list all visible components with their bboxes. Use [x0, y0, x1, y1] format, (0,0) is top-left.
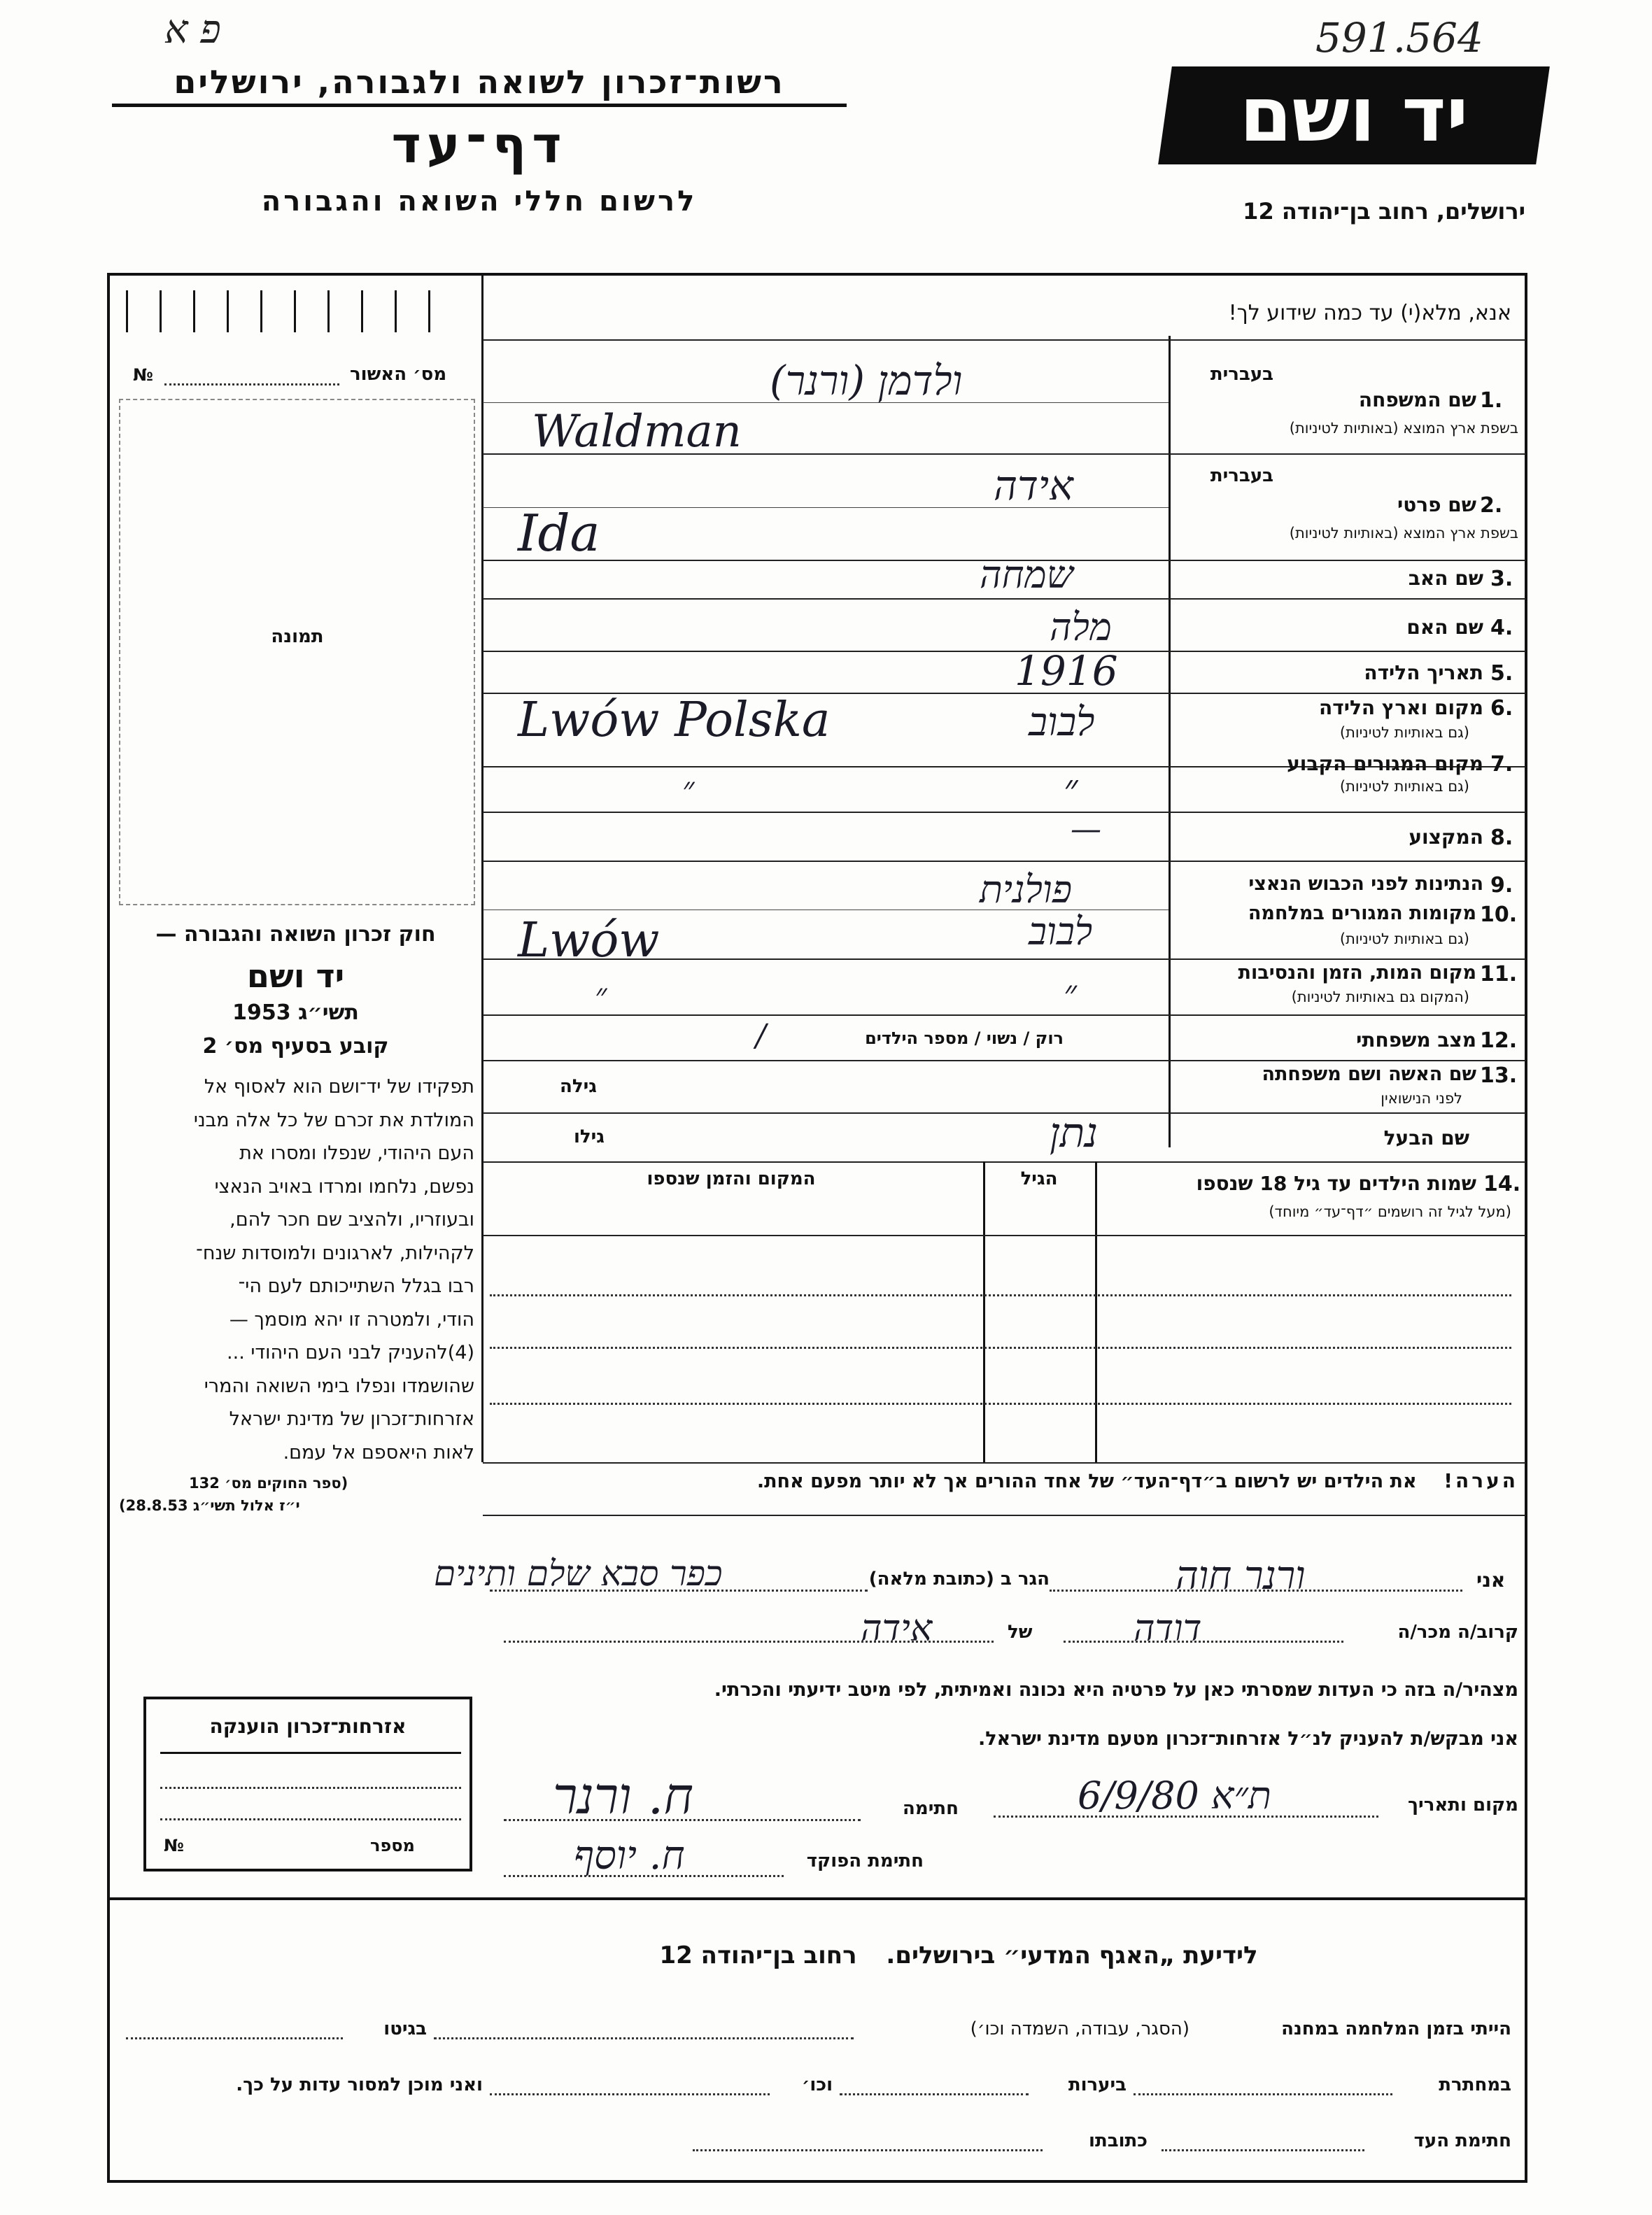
family-name-hebrew: (ורנר) ולדמן — [770, 357, 963, 404]
birth-place-latin: Lwów Polska — [518, 693, 831, 748]
place-date-label: מקום ותאריך — [1408, 1795, 1518, 1816]
law-text: תפקידו של יד־ושם הוא לאסוף אל המולדת את זכרם של כל אלה מבני העם היהודי, שנפלו ומסרו את נפשם, נלחמו ומרדו באויב הנאצי ובעוזריו, ולהציב שם חכר להם, לקהילות, לארגונים ולמוסדות שנח־ רבו בגלל השתייכותם לעם הי־ הודי, ולמטרה זו יהא מוסמך — (4)להעניק לבני העם היהודי ... שהושמדו ונפלו בימי השואה והמרי אזרחות־זכרון של מדינת ישראל לאות היאספם אל עמם. — [193, 1076, 474, 1464]
children-title: שמות הילדים עד גיל 18 שנספו — [1196, 1172, 1476, 1195]
field-wife-name-label: שם האשה ושם משפחתה — [1262, 1063, 1476, 1085]
field-marital-status-label: מצב משפחתי — [1356, 1028, 1476, 1052]
photo-label: תמונה — [271, 626, 324, 647]
first-name-latin: Ida — [518, 504, 600, 562]
children-note: (מעל לגיל זה רושמים ״דף־עד״ מיוחד) — [1269, 1203, 1511, 1220]
residence-latin: ״ — [682, 770, 695, 807]
place-date-value: ת״א 6/9/80 — [1078, 1774, 1271, 1818]
signature-label: חתימה — [903, 1798, 959, 1819]
relation-label: קרוב/ה מכר/ה — [1397, 1622, 1518, 1643]
form-intro: אנא, מלא(י) עד כמה שידוע לך! — [1228, 301, 1511, 325]
age-label-male: גילו — [574, 1126, 605, 1147]
death-place-latin: ״ — [595, 976, 607, 1014]
children-age-column: הגיל — [1020, 1168, 1058, 1189]
field-occupation-label: המקצוע — [1409, 826, 1483, 849]
page-title: דף־עד — [391, 115, 567, 174]
declarant-name: ורנר חוה — [1176, 1553, 1306, 1599]
field-death-place-label: מקום המות, הזמן והנסיבות — [1238, 962, 1476, 984]
law-name: יד ושם — [246, 957, 345, 995]
law-year: תשי״ג 1953 — [232, 1000, 359, 1025]
officer-signature-label: חתימת הפוקד — [806, 1850, 924, 1871]
declarant-ani-label: אני — [1476, 1569, 1506, 1592]
field-family-name-label: שם המשפחה — [1358, 388, 1476, 411]
of-label: של — [1008, 1622, 1033, 1643]
declaration-text: מצהיר/ה בזה כי העדות שמסרתי כאן על פרטיה היא נכונה ואמיתית, לפי מיטב ידיעתי והכרתי. — [714, 1679, 1518, 1701]
age-label-female: גילה — [560, 1076, 597, 1097]
declarant-address: כפר סבא שלם ותינים — [434, 1553, 723, 1594]
approval-number-label: מס׳ האשור — [350, 364, 447, 385]
page-subtitle: לרשום חללי השואה והגבורה — [261, 185, 698, 218]
birth-date-value: 1916 — [1015, 647, 1118, 695]
officer-signature: ח. יוסף — [574, 1833, 685, 1878]
law-reference-1: (ספר החוקים מס׳ 132 — [189, 1475, 348, 1492]
remark-row: הערה! את הילדים יש לרשום ב״דף־העד״ של אחד ההורים אך לא יותר מפעם אחת. — [756, 1469, 1518, 1492]
law-title: חוק זכרון השואה והגבורה — — [155, 922, 436, 947]
approval-stub — [112, 276, 479, 360]
no-sign: № — [133, 365, 153, 385]
registration-number: 591.564 — [1315, 14, 1483, 62]
field-mother-name-label: שם האם — [1406, 616, 1483, 639]
citizenship-value: פולנית — [980, 868, 1073, 912]
law-reference-2: י״ז אלול תשי״ג 28.8.53) — [119, 1497, 300, 1514]
footer-title-row: לידיעת „האגף המדעי״ בירושלים. רחוב בן־יהודה 12 — [659, 1941, 1258, 1969]
of-name-value: אידה — [861, 1608, 933, 1650]
occupation-value: — — [1071, 812, 1101, 847]
declarant-signature: ח. ורנר — [553, 1767, 693, 1825]
photo-box — [119, 399, 475, 905]
field-first-name-label: שם פרטי — [1397, 493, 1476, 516]
law-section: קובע בסעיף מס׳ 2 — [202, 1034, 389, 1059]
field-father-name-label: שם האב — [1408, 567, 1483, 590]
birth-place-hebrew: לבוב — [1029, 700, 1095, 745]
field-wartime-residence-label: מקומות המגורים במלחמה — [1248, 903, 1476, 924]
field-birth-place-label: מקום וארץ הלידה — [1319, 696, 1483, 719]
field-residence-label: מקום המגורים הקבוע — [1287, 752, 1483, 775]
husband-name-value: נתן — [1050, 1109, 1099, 1156]
children-place-column: המקום והזמן שנספו — [647, 1168, 816, 1189]
father-name-value: שמחה — [980, 553, 1073, 597]
mother-name-value: מלה — [1050, 605, 1112, 649]
death-place-hebrew: ״ — [1064, 972, 1077, 1013]
first-name-hebrew: אידה — [994, 462, 1073, 509]
field-birth-date-label: תאריך הלידה — [1364, 661, 1483, 684]
request-text: אני מבקש/ת להעניק לנ״ל אזרחות־זכרון מטעם מדינת ישראל. — [977, 1728, 1518, 1750]
archive-mark: פ א — [164, 7, 221, 52]
yad-vashem-logo: יד ושם — [1158, 66, 1550, 164]
wartime-residence-hebrew: לבוב — [1029, 910, 1093, 954]
header-address: ירושלים, רחוב בן־יהודה 12 — [1243, 198, 1525, 225]
relation-value: דודה — [1134, 1608, 1202, 1650]
marital-status-value: / — [756, 1018, 766, 1054]
family-name-latin: Waldman — [532, 406, 742, 458]
husband-name-label: שם הבעל — [1383, 1126, 1469, 1149]
field-citizenship-label: הנתינות לפני הכבוש הנאצי — [1248, 873, 1483, 895]
residence-hebrew: ״ — [1064, 766, 1078, 810]
citizenship-certificate-box: אזרחות־זכרון הוענקה מספר № — [143, 1697, 472, 1871]
declarant-residence-label: הגר ב (כתובת מלאה) — [868, 1569, 1050, 1590]
wartime-residence-latin: Lwów — [518, 913, 660, 968]
authority-title: רשות־זכרון לשואה ולגבורה, ירושלים — [174, 63, 785, 101]
marital-options: רוק / נשוי / מספר הילדים — [865, 1028, 1064, 1048]
